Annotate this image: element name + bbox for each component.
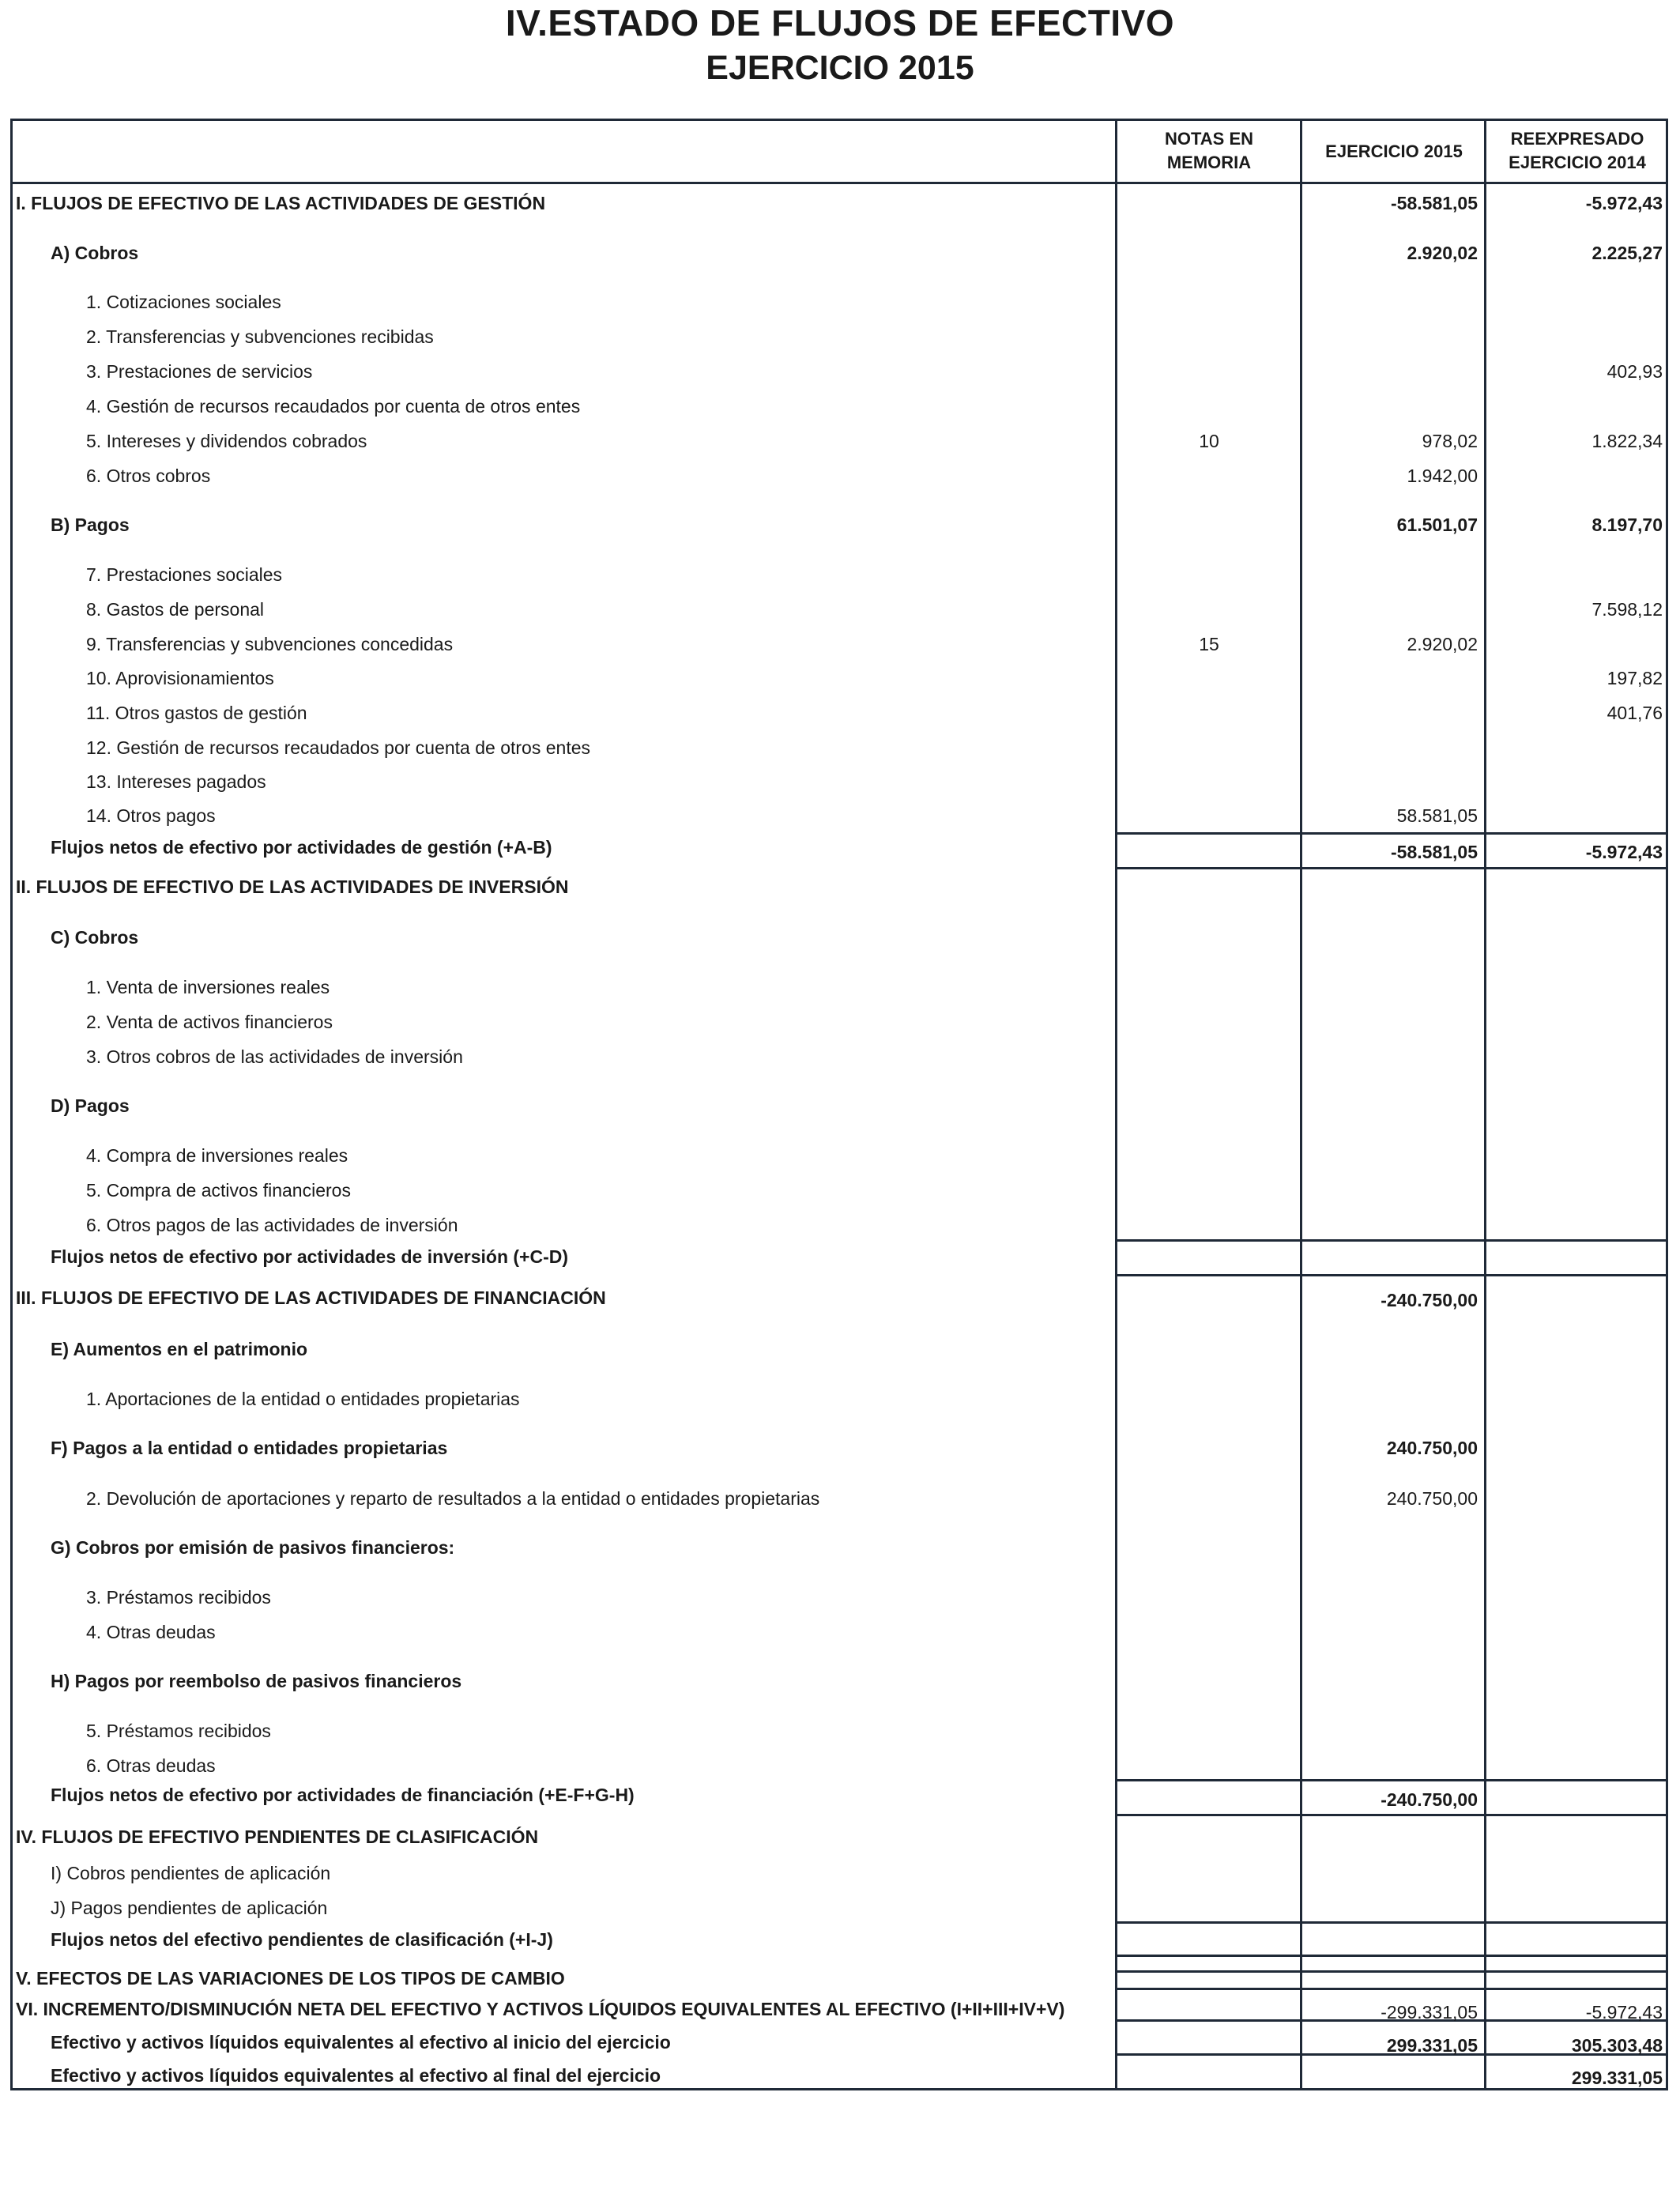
value-2014: -5.972,43	[1585, 2002, 1663, 2022]
line-item: 2. Devolución de aportaciones y reparto de resultados a la entidad o entidades propietarias	[86, 1488, 820, 1509]
net-flow-label: Flujos netos de efectivo por actividades de financiación (+E-F+G-H)	[51, 1785, 635, 1805]
line-item: 6. Otras deudas	[86, 1755, 216, 1776]
line-item: 1. Aportaciones de la entidad o entidades propietarias	[86, 1389, 520, 1409]
subtotal-rule	[1115, 1970, 1668, 1973]
group-heading: A) Cobros	[51, 243, 139, 263]
subtotal-rule	[1115, 867, 1668, 869]
line-item: 2. Transferencias y subvenciones recibidas	[86, 326, 434, 347]
nota-ref: 10	[1199, 431, 1219, 451]
line-item: 13. Intereses pagados	[86, 771, 266, 792]
value-2015: 58.581,05	[1396, 805, 1478, 826]
value-2014: 2.225,27	[1591, 243, 1663, 263]
subtotal-rule	[1115, 1921, 1668, 1924]
line-item: 1. Cotizaciones sociales	[86, 292, 281, 312]
value-2015: 61.501,07	[1396, 515, 1478, 535]
section-heading: III. FLUJOS DE EFECTIVO DE LAS ACTIVIDADES DE FINANCIACIÓN	[16, 1287, 606, 1308]
line-item: 3. Otros cobros de las actividades de inversión	[86, 1046, 463, 1067]
line-item: 3. Préstamos recibidos	[86, 1587, 271, 1608]
value-2014: 7.598,12	[1591, 599, 1663, 620]
section-heading: I. FLUJOS DE EFECTIVO DE LAS ACTIVIDADES DE GESTIÓN	[16, 193, 546, 213]
value-2014: 401,76	[1607, 703, 1663, 723]
value-2015: 240.750,00	[1386, 1438, 1478, 1458]
subtotal-rule	[1115, 1955, 1668, 1957]
cash-end-label: Efectivo y activos líquidos equivalentes al efectivo al final del ejercicio	[51, 2065, 661, 2086]
header-reexpresado-line2: EJERCICIO 2014	[1509, 153, 1646, 172]
value-2015: 299.331,05	[1386, 2035, 1478, 2056]
line-item: 7. Prestaciones sociales	[86, 564, 283, 585]
value-2014: -5.972,43	[1585, 842, 1663, 862]
line-item: J) Pagos pendientes de aplicación	[51, 1898, 328, 1918]
section-heading: VI. INCREMENTO/DISMINUCIÓN NETA DEL EFECTIVO Y ACTIVOS LÍQUIDOS EQUIVALENTES AL EFECTIVO (I+II+III+IV+V)	[16, 1999, 1065, 2019]
group-heading: H) Pagos por reembolso de pasivos financieros	[51, 1671, 462, 1691]
header-rule	[10, 182, 1668, 184]
value-2015: 1.942,00	[1407, 466, 1478, 486]
header-reexpresado-line1: REEXPRESADO	[1510, 129, 1644, 149]
line-item: 6. Otros pagos de las actividades de inversión	[86, 1215, 458, 1235]
subtotal-rule	[1115, 1779, 1668, 1781]
line-item: 3. Prestaciones de servicios	[86, 361, 313, 382]
value-2015: 2.920,02	[1407, 243, 1478, 263]
col-divider-2014	[1484, 119, 1486, 2090]
line-item: 4. Compra de inversiones reales	[86, 1145, 348, 1166]
line-item: I) Cobros pendientes de aplicación	[51, 1863, 331, 1883]
net-flow-label: Flujos netos de efectivo por actividades de inversión (+C-D)	[51, 1246, 569, 1267]
value-2014: 1.822,34	[1591, 431, 1663, 451]
value-2014: 305.303,48	[1571, 2035, 1663, 2056]
value-2014: 8.197,70	[1591, 515, 1663, 535]
value-2015: -240.750,00	[1381, 1789, 1478, 1810]
value-2015: 2.920,02	[1407, 634, 1478, 654]
value-2015: -240.750,00	[1381, 1290, 1478, 1310]
line-item: 4. Otras deudas	[86, 1622, 216, 1642]
line-item: 10. Aprovisionamientos	[86, 668, 274, 688]
group-heading: F) Pagos a la entidad o entidades propietarias	[51, 1438, 448, 1458]
value-2015: 240.750,00	[1386, 1488, 1478, 1509]
header-notas-line2: MEMORIA	[1166, 153, 1252, 172]
cash-start-label: Efectivo y activos líquidos equivalentes al efectivo al inicio del ejercicio	[51, 2032, 671, 2053]
col-divider-notas	[1115, 119, 1117, 2090]
line-item: 5. Compra de activos financieros	[86, 1180, 351, 1201]
section-heading: IV. FLUJOS DE EFECTIVO PENDIENTES DE CLASIFICACIÓN	[16, 1826, 539, 1847]
group-heading: B) Pagos	[51, 515, 130, 535]
line-item: 8. Gastos de personal	[86, 599, 265, 620]
line-item: 5. Préstamos recibidos	[86, 1721, 271, 1741]
subtotal-rule	[1115, 1814, 1668, 1816]
line-item: 9. Transferencias y subvenciones concedidas	[86, 634, 454, 654]
page-title: IV.ESTADO DE FLUJOS DE EFECTIVO	[505, 2, 1175, 43]
col-divider-2015	[1300, 119, 1302, 2090]
value-2015: -299.331,05	[1381, 2002, 1478, 2022]
line-item: 5. Intereses y dividendos cobrados	[86, 431, 367, 451]
section-heading: V. EFECTOS DE LAS VARIACIONES DE LOS TIPOS DE CAMBIO	[16, 1968, 565, 1989]
net-flow-label: Flujos netos de efectivo por actividades de gestión (+A-B)	[51, 837, 552, 858]
line-item: 2. Venta de activos financieros	[86, 1012, 333, 1032]
value-2015: -58.581,05	[1391, 193, 1478, 213]
subtotal-rule	[1115, 1988, 1668, 1990]
page-subtitle: EJERCICIO 2015	[706, 49, 974, 87]
section-heading: II. FLUJOS DE EFECTIVO DE LAS ACTIVIDADES DE INVERSIÓN	[16, 876, 569, 897]
line-item: 1. Venta de inversiones reales	[86, 977, 330, 997]
subtotal-rule	[1115, 1274, 1668, 1276]
line-item: 6. Otros cobros	[86, 466, 211, 486]
value-2015: 978,02	[1422, 431, 1478, 451]
value-2015: -58.581,05	[1391, 842, 1478, 862]
line-item: 14. Otros pagos	[86, 805, 216, 826]
value-2014: 299.331,05	[1571, 2068, 1663, 2088]
value-2014: 402,93	[1607, 361, 1663, 382]
group-heading: G) Cobros por emisión de pasivos financieros:	[51, 1537, 455, 1558]
line-item: 4. Gestión de recursos recaudados por cuenta de otros entes	[86, 396, 581, 417]
group-heading: E) Aumentos en el patrimonio	[51, 1339, 308, 1359]
group-heading: D) Pagos	[51, 1095, 130, 1116]
subtotal-rule	[1115, 832, 1668, 835]
subtotal-rule	[1115, 1239, 1668, 1242]
header-ejercicio-2015: EJERCICIO 2015	[1325, 141, 1463, 161]
value-2014: 197,82	[1607, 668, 1663, 688]
value-2014: -5.972,43	[1585, 193, 1663, 213]
line-item: 12. Gestión de recursos recaudados por cuenta de otros entes	[86, 737, 591, 758]
header-notas-line1: NOTAS EN	[1164, 129, 1254, 149]
line-item: 11. Otros gastos de gestión	[86, 703, 307, 723]
nota-ref: 15	[1199, 634, 1219, 654]
group-heading: C) Cobros	[51, 927, 139, 948]
net-flow-label: Flujos netos del efectivo pendientes de clasificación (+I-J)	[51, 1929, 553, 1950]
